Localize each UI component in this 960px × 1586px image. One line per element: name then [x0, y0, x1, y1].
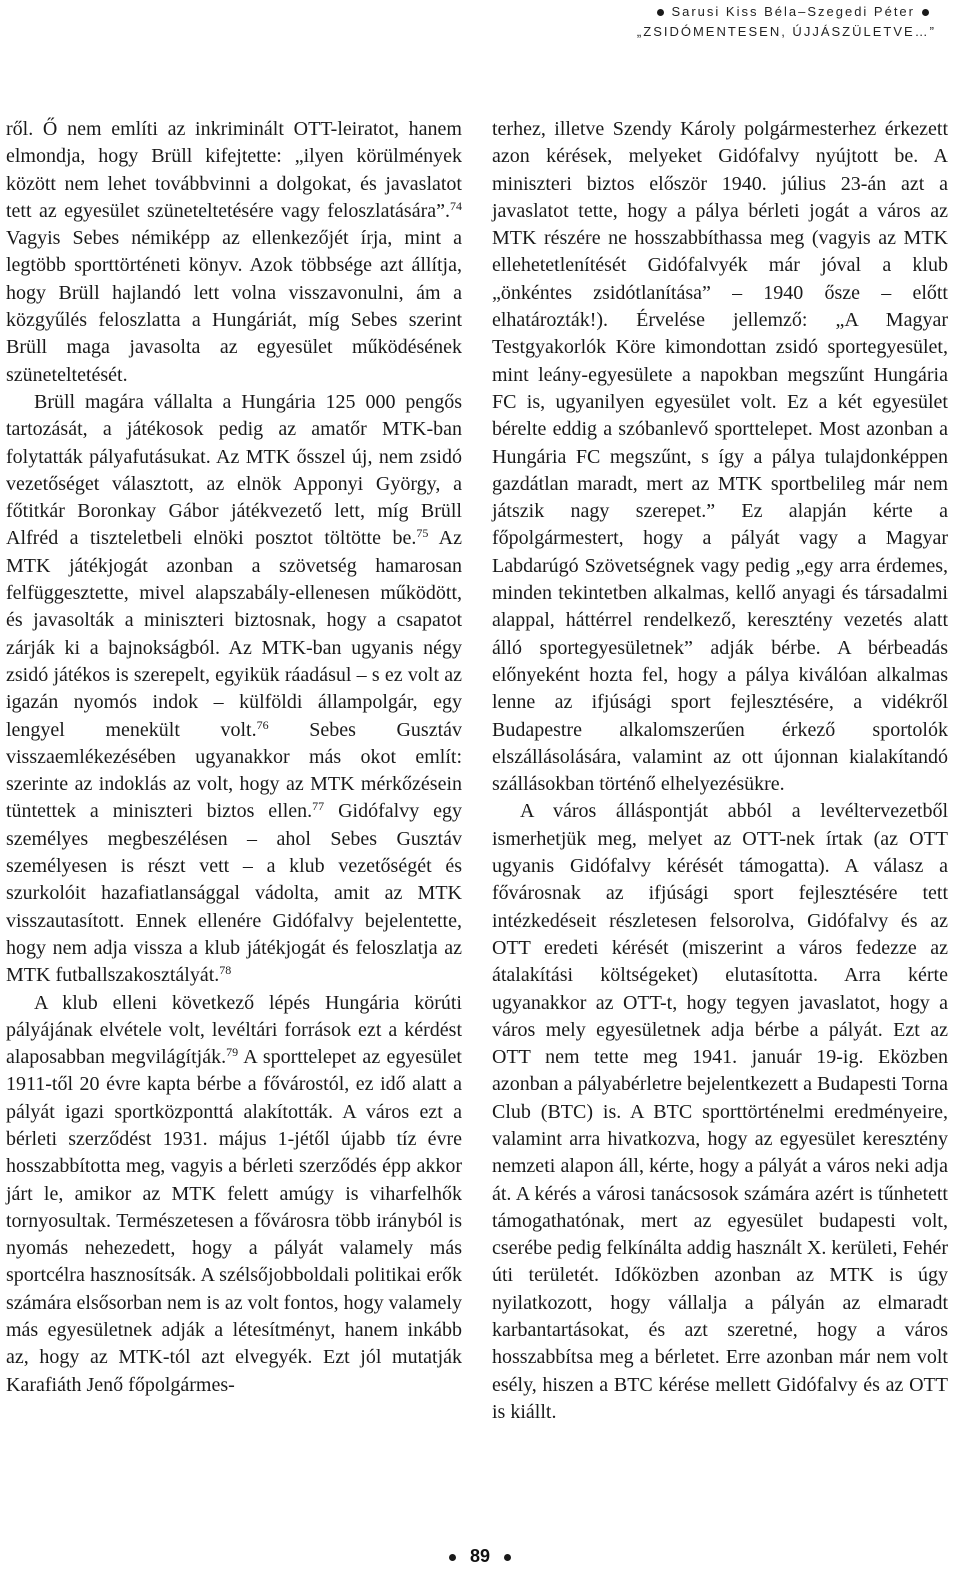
paragraph: A klub elleni következő lépés Hungária körúti pályájának elvétele volt, levéltári források ezt a kérdést alaposabban megvilágítják.$^{79}$ A sporttelepet az egyesület 1911-től 20 évre kapta bérbe a fővárostól, ez idő alatt a pályát igazi sportközponttá alakították. A város ezt a bérleti szerződést 1931. május 1-jétől újabb tíz évre hosszabbította meg, vagyis a bérleti szerződés épp akkor járt le, amikor az MTK felett amúgy is viharfelhők tornyosultak. Természetesen a fővárosra több irányból is nyomás nehezedett, hogy a pályát valamely más sportcélra hasznosítsák. A szélsőjobboldali politikai erők számára elsősorban nem is az volt fontos, hogy valamely más egyesületnek adják a létesítményt, hanem inkább az, hogy az MTK-tól azt elvegyék. Ezt jól mutatják Karafiáth Jenő főpolgármes-: [6, 991, 462, 1396]
page-footer: [0, 1546, 960, 1567]
bullet-icon: [504, 1554, 511, 1561]
bullet-icon: [449, 1554, 456, 1561]
bullet-icon: [922, 9, 929, 16]
footnote-ref: 74: [450, 198, 462, 213]
footnote-ref: 79: [226, 1045, 239, 1060]
running-header: [540, 0, 960, 62]
footnote-ref: 75: [416, 526, 429, 541]
footnote-ref: 76: [256, 717, 269, 732]
paragraph: A város álláspontját abból a levéltervezetből ismerhetjük meg, melyet az OTT-nek írtak (az OTT ugyanis Gidófalvy kérését támogatta). A válasz a fővárosnak az ifjúsági sport fejlesztésére tett intézkedéseit részletesen felsorolva, Gidófalvy és az OTT eredeti kérését (miszerint a város fedezze az átalakítási költségeket) elutasította. Arra kérte ugyanakkor az OTT-t, hogy tegyen javaslatot, hogy a város mely egyesületnek adja bérbe a pályát. Ezt az OTT nem tette meg 1941. január 19-ig. Eközben azonban a pályabérletre bejelentkezett a Budapesti Torna Club (BTC) is. A BTC sporttörténelmi eredményeire, valamint arra hivatkozva, hogy az egyesület keresztény nemzeti alapon áll, kérte, hogy a pályát a város neki adja át. A kérés a városi tanácsosok számára azért is tűnhetett támogathatónak, mert az egyesület budapesti volt, cserébe pedig felkínálta addig használt X. kerületi, Fehér úti területét. Időközben azonban az MTK is úgy nyilatkozott, hogy vállalja a pályán az elmaradt karbantartásokat, és azt szeretné, hogy a város hosszabbítsa meg a bérletet. Erre azonban már nem volt esély, hiszen a BTC kérése mellett Gidófalvy és az OTT is kiállt.: [492, 800, 948, 1423]
footnote-ref: 77: [312, 799, 325, 814]
paragraph: ről. Ő nem említi az inkriminált OTT-leiratot, hanem elmondja, hogy Brüll kifejtette: „ilyen körülmények között nem lehet továbbvinni a dolgokat, és javaslatot tett az egyesület szüneteltetésére vagy feloszlatására”.$^{74}$ Vagyis Sebes némiképp az ellenkezőjét írja, mint a legtöbb sporttörténeti könyv. Azok többsége azt állítja, hogy Brüll hajlandó lett volna visszavonulni, ám a közgyűlés feloszlatta a Hungáriát, míg Sebes szerint Brüll maga javasolta az egyesület működésének szüneteltetését.: [6, 118, 462, 386]
header-author: Sarusi Kiss Béla–Szegedi Péter: [671, 4, 915, 19]
left-column: [6, 116, 462, 1399]
paragraph: Brüll magára vállalta a Hungária 125 000 pengős tartozását, a játékosok pedig az amatőr MTK-ban folytatták pályafutásukat. Az MTK ősszel új, nem zsidó vezetőséget választott, az elnök Apponyi György, a főtitkár Boronkay Gábor játékvezető lett, míg Brüll Alfréd a tiszteletbeli elnöki posztot töltötte be.$^{75}$ Az MTK játékjogát azonban a szövetség hamarosan felfüggesztette, mivel alapszabály-ellenesen működött, és javasolták a miniszteri biztosnak, hogy a csapatot zárják ki a bajnokságból. Az MTK-ban ugyanis négy zsidó játékos is szerepelt, egyikük ráadásul – s ez volt az igazán nyomós indok – külföldi állampolgár, egy lengyel menekült volt.$^{76}$ Sebes Gusztáv visszaemlékezésében ugyanakkor más okot említ: szerinte az indoklás az volt, hogy az MTK mérkőzésein tüntettek a miniszteri biztos ellen.$^{77}$ Gidófalvy egy személyes megbeszélésen – ahol Sebes Gusztáv személyesen is részt vett – a klub vezetőségét és szurkolóit hazafiatlansággal vádolta, amit az MTK visszautasított. Ennek ellenére Gidófalvy bejelentette, hogy nem adja vissza a klub játékjogát és feloszlatja az MTK futballszakosztályát.$^{78}$: [6, 390, 463, 987]
footnote-ref: 78: [219, 963, 232, 978]
right-column: [492, 116, 948, 1426]
paragraph: terhez, illetve Szendy Károly polgármesterhez érkezett azon kérések, melyeket Gidófalvy nyújtott be. A miniszteri biztos először 1940. július 23-án azt a javaslatot tette, hogy a pálya bérleti jogát a város az MTK részére ne hosszabbíthassa meg (vagyis az MTK ellehetetlenítését Gidófalvyék már jóval a klub „önkéntes zsidótlanítása” – 1940 ősze – előtt elhatározták!). Érvelése jellemző: „A Magyar Testgyakorlók Köre kimondottan zsidó sportegyesület, mint leány-egyesülete a napokban megszűnt Hungária FC is, ugyanilyen egyesület volt. Ez a két egyesület bérelte eddig a szóbanlevő sporttelepet. Most azonban a Hungária FC megszűnt, s így a pálya tulajdonképpen gazdátlan maradt, mert az MTK sportbelileg már nem játszik nagy szerepet.” Ez alapján kérte a főpolgármestert, hogy a pályát vagy a Magyar Labdarúgó Szövetségnek vagy pedig „egy arra érdemes, minden tekintetben alkalmas, kellő anyagi és társadalmi alappal, háttérrel rendelkező, keresztény vezetés alatt álló sportegyesületnek” adják bérbe. A bérbeadás előnyeként hozta fel, hogy a pálya kiválóan alkalmas lenne az ifjúsági sport fejlesztésére, a vidékről Budapestre alkalomszerűen érkező sportolók elszállásolására, valamint az ott újonnan kialakítandó szállásokban történő elhelyezésükre.: [492, 118, 948, 796]
header-title: „ZSIDÓMENTESEN, ÚJJÁSZÜLETVE…”: [636, 24, 936, 39]
bullet-icon: [657, 9, 664, 16]
page-number: 89: [469, 1546, 491, 1566]
